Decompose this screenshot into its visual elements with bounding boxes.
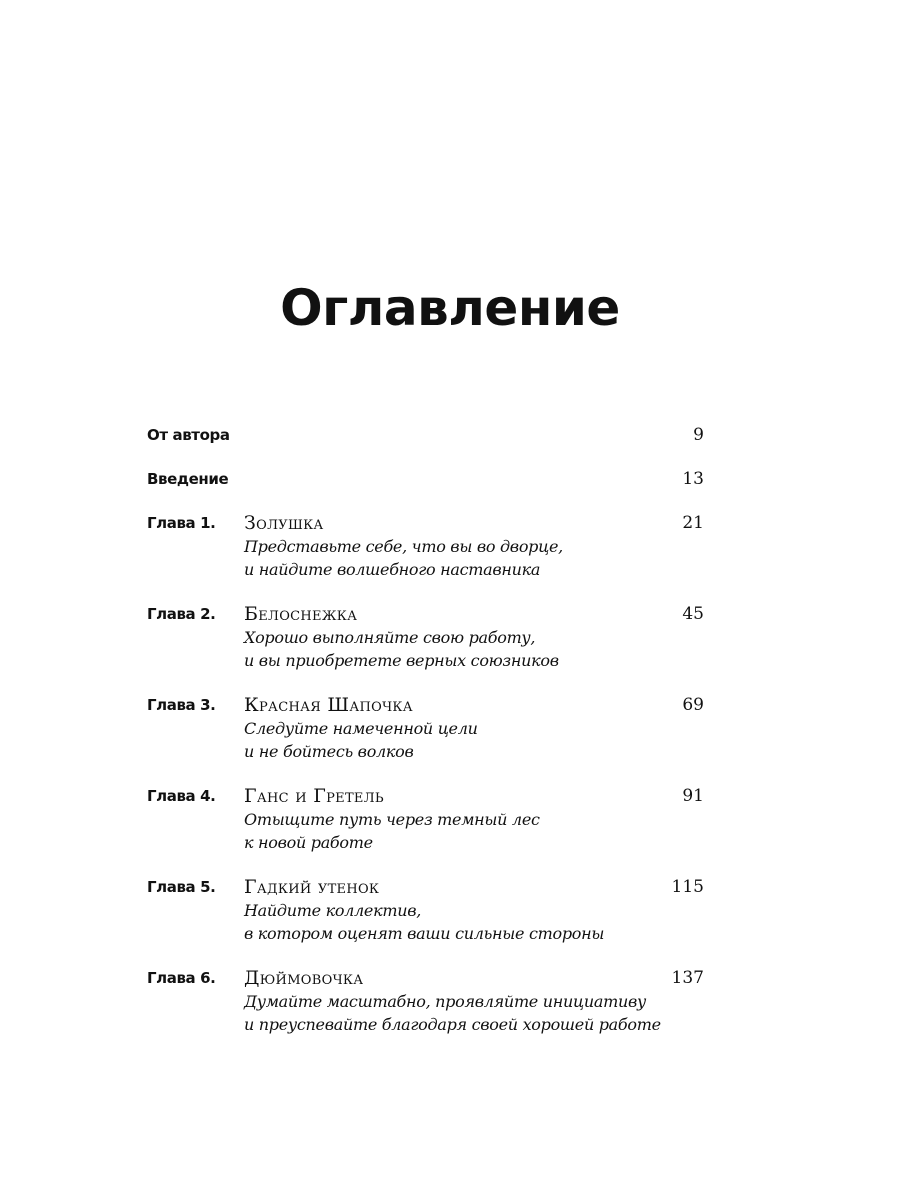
chapter-title: Гадкий утенок <box>244 876 380 898</box>
chapter-subtitle <box>244 717 478 763</box>
chapter-title: Белоснежка <box>244 603 358 625</box>
toc-page-number: 9 <box>693 425 704 445</box>
chapter-subtitle-line: Следуйте намеченной цели <box>244 719 478 738</box>
chapter-label: Глава 5. <box>147 878 216 896</box>
chapter-subtitle-line: Отыщите путь через темный лес <box>244 810 540 829</box>
chapter-subtitle <box>244 808 540 854</box>
table-of-contents <box>147 424 704 1058</box>
chapter-label: Глава 2. <box>147 605 216 623</box>
toc-entry-chapter-4[interactable] <box>147 785 704 876</box>
chapter-label: Глава 1. <box>147 514 216 532</box>
chapter-subtitle <box>244 990 661 1036</box>
chapter-subtitle-line: к новой работе <box>244 833 373 852</box>
toc-entry-chapter-3[interactable] <box>147 694 704 785</box>
chapter-subtitle <box>244 899 604 945</box>
chapter-subtitle-line: и найдите волшебного наставника <box>244 560 541 579</box>
chapter-title: Ганс и Гретель <box>244 785 384 807</box>
chapter-subtitle-line: и вы приобретете верных союзников <box>244 651 559 670</box>
toc-entry-introduction[interactable] <box>147 468 704 512</box>
toc-page-number: 69 <box>682 695 704 715</box>
chapter-subtitle-line: Представьте себе, что вы во дворце, <box>244 537 563 556</box>
chapter-title: Золушка <box>244 512 324 534</box>
toc-entry-label: Введение <box>147 470 229 488</box>
chapter-subtitle-line: Думайте масштабно, проявляйте инициативу <box>244 992 646 1011</box>
chapter-subtitle-line: и не бойтесь волков <box>244 742 414 761</box>
toc-page-number: 13 <box>682 469 704 489</box>
chapter-title: Красная Шапочка <box>244 694 413 716</box>
chapter-subtitle-line: Найдите коллектив, <box>244 901 422 920</box>
chapter-label: Глава 4. <box>147 787 216 805</box>
toc-page-number: 91 <box>682 786 704 806</box>
chapter-subtitle <box>244 535 563 581</box>
chapter-subtitle-line: Хорошо выполняйте свою работу, <box>244 628 536 647</box>
toc-entry-from-author[interactable] <box>147 424 704 468</box>
chapter-label: Глава 6. <box>147 969 216 987</box>
chapter-title: Дюймовочка <box>244 967 364 989</box>
page-title: Оглавление <box>280 279 620 337</box>
toc-entry-chapter-6[interactable] <box>147 967 704 1058</box>
chapter-subtitle-line: и преуспевайте благодаря своей хорошей работе <box>244 1015 661 1034</box>
toc-page-number: 137 <box>671 968 704 988</box>
chapter-subtitle <box>244 626 559 672</box>
toc-page-number: 45 <box>682 604 704 624</box>
toc-entry-label: От автора <box>147 426 230 444</box>
toc-entry-chapter-1[interactable] <box>147 512 704 603</box>
chapter-label: Глава 3. <box>147 696 216 714</box>
toc-page-number: 21 <box>682 513 704 533</box>
toc-page-number: 115 <box>671 877 704 897</box>
toc-entry-chapter-5[interactable] <box>147 876 704 967</box>
toc-entry-chapter-2[interactable] <box>147 603 704 694</box>
chapter-subtitle-line: в котором оценят ваши сильные стороны <box>244 924 605 943</box>
